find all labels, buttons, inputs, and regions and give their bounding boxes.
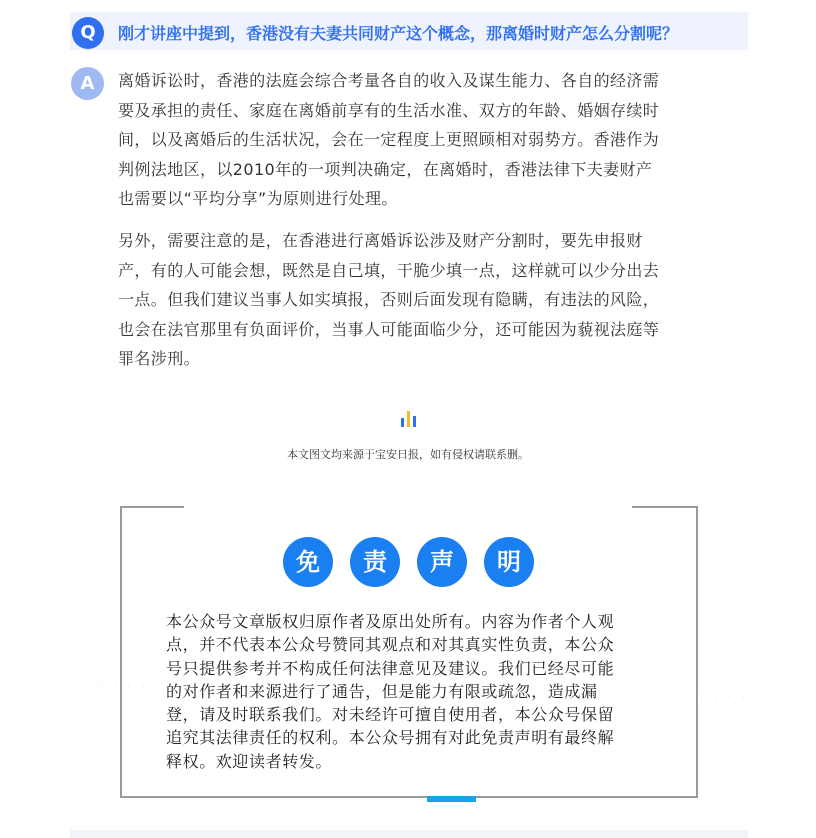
decorative-dots: · · · · [100, 680, 148, 694]
answer-line: 离婚诉讼时，香港的法庭会综合考量各自的收入及谋生能力、各自的经济需 [118, 71, 660, 90]
frame-top-right-edge [632, 506, 698, 508]
answer-line: 罪名涉刑。 [118, 349, 201, 369]
title-char: 声 [417, 537, 467, 587]
answer-line: 一点。但我们建议当事人如实填报，否则后面发现有隐瞒，有违法的风险， [118, 290, 660, 310]
answer-badge: A [71, 67, 104, 100]
disclaimer-line: 的对作者和来源进行了通告，但是能力有限或疏忽，造成漏 [166, 681, 598, 701]
source-note: 本文图文均来源于宝安日报，如有侵权请联系删。 [287, 448, 529, 461]
disclaimer-line: 点，并不代表本公众号赞同其观点和对其真实性负责，本公众 [166, 635, 615, 655]
answer-line: 也会在法官那里有负面评价，当事人可能面临少分，还可能因为藐视法庭等 [118, 319, 660, 339]
question-text: 刚才讲座中提到，香港没有夫妻共同财产这个概念，那离婚时财产怎么分割呢？ [118, 24, 679, 43]
bottom-strip [70, 830, 748, 838]
answer-line: 判例法地区，以2010年的一项判决确定，在离婚时，香港法律下夫妻财产 [118, 159, 653, 179]
answer-paragraph-2 [118, 226, 728, 374]
answer-line: 也需要以“平均分享”为原则进行处理。 [118, 189, 398, 209]
disclaimer-line: 追究其法律责任的权利。本公众号拥有对此免责声明有最终解 [166, 728, 615, 748]
title-char: 明 [484, 537, 534, 587]
frame-accent-bar [427, 796, 476, 802]
frame-top-left-edge [120, 506, 184, 508]
answer-paragraph-1 [118, 66, 728, 214]
answer-line: 另外，需要注意的是，在香港进行离婚诉讼涉及财产分割时，要先申报财 [118, 230, 643, 250]
answer-line: 要及承担的责任、家庭在离婚前享有的生活水准、双方的年龄、婚姻存续时 [118, 100, 660, 120]
title-char: 免 [283, 537, 333, 587]
disclaimer-text [166, 610, 666, 773]
question-badge: Q [72, 17, 104, 49]
disclaimer-line: 号只提供参考并不构成任何法律意见及建议。我们已经尽可能 [166, 658, 615, 678]
decorative-dots: · · · · [700, 690, 748, 704]
disclaimer-title [280, 537, 540, 587]
disclaimer-line: 释权。欢迎读者转发。 [166, 751, 333, 771]
answer-line: 间，以及离婚后的生活状况，会在一定程度上更照顾相对弱势方。香港作为 [118, 130, 660, 150]
disclaimer-line: 登，请及时联系我们。对未经许可擅自使用者，本公众号保留 [166, 705, 615, 725]
bar-chart-icon [400, 409, 418, 427]
answer-body [118, 66, 728, 374]
answer-line: 产，有的人可能会想，既然是自己填，干脆少填一点，这样就可以少分出去 [118, 260, 660, 280]
title-char: 责 [350, 537, 400, 587]
question-row [70, 12, 748, 50]
disclaimer-line: 本公众号文章版权归原作者及原出处所有。内容为作者个人观 [166, 612, 615, 631]
